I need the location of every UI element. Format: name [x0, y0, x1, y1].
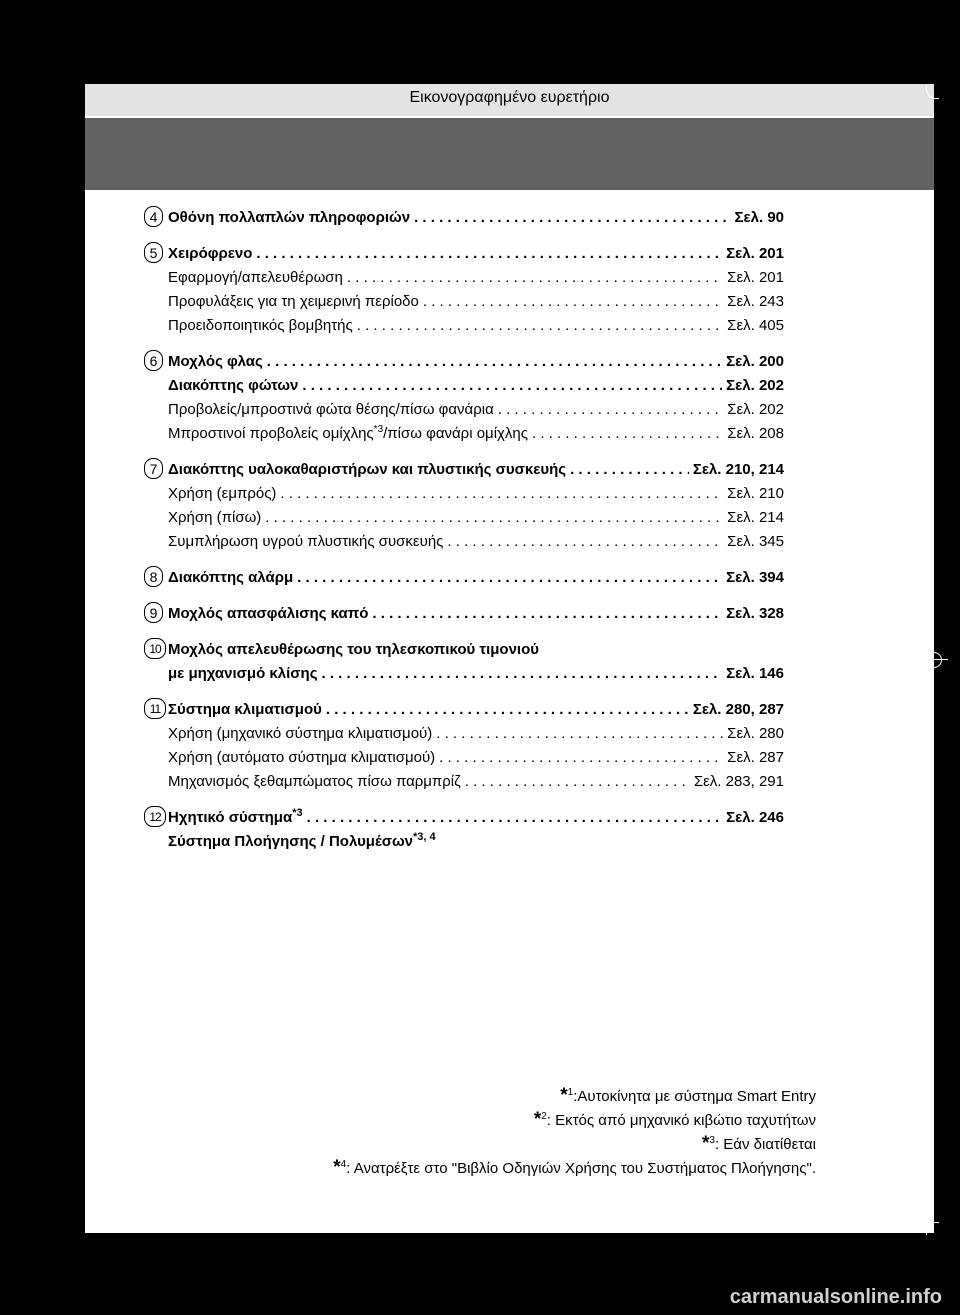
dot-leader — [307, 806, 723, 830]
entry-label — [168, 602, 368, 626]
footnote-number: 1 — [567, 1087, 574, 1098]
entry-label — [168, 350, 263, 374]
entry-text: με μηχανισμό κλίσης — [168, 665, 318, 682]
entry-label — [168, 266, 343, 290]
entry-label — [168, 290, 419, 314]
footnote-ref: *3, 4 — [413, 831, 436, 843]
index-entry-sub[interactable] — [168, 746, 784, 770]
crop-mark-bottom-right — [926, 1222, 939, 1235]
dot-leader — [465, 770, 690, 794]
dot-leader — [322, 662, 723, 686]
index-entry-main[interactable] — [168, 602, 784, 626]
footnote-ref: *3 — [373, 424, 384, 435]
entry-text: Ηχητικό σύστημα — [168, 809, 293, 826]
footnote-number: 2 — [541, 1111, 547, 1122]
entry-label — [168, 398, 494, 422]
footnote-number: 3 — [709, 1135, 715, 1146]
index-entry-main[interactable] — [168, 566, 784, 590]
index-entry-main[interactable] — [168, 206, 784, 230]
entry-label — [168, 722, 432, 746]
footnote-star: * — [560, 1085, 568, 1106]
footnote-star: * — [333, 1157, 341, 1178]
index-entry-main[interactable] — [168, 638, 784, 662]
index-entry-main[interactable] — [168, 374, 784, 398]
header-bar — [85, 84, 934, 116]
index-entry-sub[interactable] — [168, 506, 784, 530]
registration-tick — [920, 659, 948, 660]
footnote — [333, 1132, 816, 1156]
dot-leader — [439, 746, 723, 770]
index-group — [149, 242, 784, 338]
item-number-badge: 9 — [144, 602, 163, 623]
footnote-number: 4 — [340, 1159, 347, 1170]
entry-label — [168, 242, 252, 266]
entry-text: Σύστημα κλιματισμού — [168, 701, 322, 718]
index-entry-main[interactable] — [168, 350, 784, 374]
index-entry-sub[interactable] — [168, 722, 784, 746]
footnote-star: * — [701, 1133, 710, 1154]
entry-label — [168, 698, 322, 722]
page-reference: Σελ. 345 — [727, 533, 784, 550]
index-entry-main[interactable] — [168, 698, 784, 722]
entry-text: Προβολείς/μπροστινά φώτα θέσης/πίσω φανάρια — [168, 401, 494, 418]
entry-text: Χρήση (εμπρός) — [168, 485, 277, 502]
entry-label — [168, 422, 528, 446]
page-reference: Σελ. 405 — [727, 317, 784, 334]
dot-leader — [256, 242, 722, 266]
index-group — [149, 806, 784, 854]
page-reference: Σελ. 328 — [726, 605, 784, 622]
dot-leader — [297, 566, 722, 590]
entry-text: Μπροστινοί προβολείς ομίχλης — [168, 425, 374, 442]
footnote-text: : Εάν διατίθεται — [714, 1136, 816, 1153]
page-title: Εικονογραφημένο ευρετήριο — [409, 89, 610, 106]
entry-text: Προειδοποιητικός βομβητής — [168, 317, 353, 334]
entry-label — [168, 374, 298, 398]
watermark: carmanualsonline.info — [729, 1286, 942, 1308]
dot-leader — [532, 422, 723, 446]
dot-leader — [372, 602, 722, 626]
dot-leader — [326, 698, 689, 722]
item-number-badge: 6 — [144, 350, 163, 371]
page-reference: Σελ. 208 — [727, 425, 784, 442]
item-number-badge: 4 — [144, 206, 163, 227]
page-reference: Σελ. 210, 214 — [692, 461, 784, 478]
index-entry-sub[interactable] — [168, 398, 784, 422]
dot-leader — [347, 266, 723, 290]
entry-label — [168, 206, 410, 230]
page-reference: Σελ. 214 — [727, 509, 784, 526]
dot-leader — [414, 206, 730, 230]
dot-leader — [498, 398, 723, 422]
page-reference: Σελ. 90 — [734, 209, 784, 226]
manual-page — [85, 84, 934, 1233]
entry-label — [168, 806, 303, 830]
entry-text: Εφαρμογή/απελευθέρωση — [168, 269, 343, 286]
entry-text: Σύστημα Πλοήγησης / Πολυμέσων — [168, 833, 414, 850]
index-group — [149, 350, 784, 446]
footnote-text: : Ανατρέξτε στο "Βιβλίο Οδηγιών Χρήσης του Συστήματος Πλοήγησης". — [346, 1160, 816, 1177]
entry-text: Μοχλός φλας — [168, 353, 263, 370]
item-number-badge: 5 — [144, 242, 163, 263]
entry-text: Διακόπτης φώτων — [168, 377, 299, 394]
page-reference: Σελ. 201 — [726, 245, 784, 262]
entry-text: Οθόνη πολλαπλών πληροφοριών — [168, 209, 411, 226]
entry-text: Μοχλός απελευθέρωσης του τηλεσκοπικού τιμονιού — [168, 641, 539, 658]
index-entry-main[interactable] — [168, 806, 784, 830]
index-entry-main[interactable] — [168, 242, 784, 266]
registration-mark-right — [926, 652, 942, 668]
item-number-badge: 8 — [144, 566, 163, 587]
header-band — [85, 118, 934, 190]
page-reference: Σελ. 246 — [726, 809, 784, 826]
index-entry-sub[interactable] — [168, 482, 784, 506]
item-number-badge: 10 — [144, 638, 166, 659]
entry-text: Διακόπτης υαλοκαθαριστήρων και πλυστικής συσκευής — [168, 461, 567, 478]
entry-label — [168, 770, 461, 794]
dot-leader — [357, 314, 723, 338]
entry-label — [168, 458, 566, 482]
entry-label — [168, 482, 276, 506]
entry-text: Συμπλήρωση υγρού πλυστικής συσκευής — [168, 533, 444, 550]
entry-label — [168, 830, 784, 854]
index-group — [149, 566, 784, 590]
entry-label — [168, 746, 435, 770]
page-reference: Σελ. 202 — [726, 377, 784, 394]
entry-label — [168, 506, 261, 530]
dot-leader — [267, 350, 722, 374]
footnote-text: : Εκτός από μηχανικό κιβώτιο ταχυτήτων — [546, 1112, 816, 1129]
entry-text: Χρήση (μηχανικό σύστημα κλιματισμού) — [168, 725, 433, 742]
page-reference: Σελ. 200 — [726, 353, 784, 370]
index-entries — [149, 206, 784, 866]
page-reference: Σελ. 202 — [727, 401, 784, 418]
dot-leader — [302, 374, 722, 398]
entry-text: Χρήση (πίσω) — [168, 509, 262, 526]
index-entry-main[interactable] — [168, 830, 784, 854]
index-entry-main[interactable] — [168, 458, 784, 482]
page-reference: Σελ. 210 — [727, 485, 784, 502]
page-reference: Σελ. 243 — [727, 293, 784, 310]
footnotes — [333, 1084, 816, 1180]
footnote-text: :Αυτοκίνητα με σύστημα Smart Entry — [573, 1088, 816, 1105]
entry-text-cont: /πίσω φανάρι ομίχλης — [383, 425, 528, 442]
dot-leader — [423, 290, 723, 314]
page-reference: Σελ. 394 — [726, 569, 784, 586]
entry-label — [168, 566, 293, 590]
entry-label — [168, 314, 353, 338]
index-group — [149, 206, 784, 230]
entry-text: Προφυλάξεις για τη χειμερινή περίοδο — [168, 293, 419, 310]
footnote — [333, 1084, 816, 1108]
entry-label — [168, 662, 318, 686]
dot-leader — [447, 530, 723, 554]
index-entry-sub[interactable] — [168, 290, 784, 314]
item-number-badge: 12 — [144, 806, 166, 827]
entry-text: Μηχανισμός ξεθαμπώματος πίσω παρμπρίζ — [168, 773, 461, 790]
item-number-badge: 7 — [144, 458, 163, 479]
dot-leader — [436, 722, 723, 746]
page-reference: Σελ. 287 — [727, 749, 784, 766]
page-reference: Σελ. 280, 287 — [692, 701, 784, 718]
page-reference: Σελ. 283, 291 — [693, 773, 784, 790]
page-reference: Σελ. 280 — [727, 725, 784, 742]
entry-label — [168, 530, 443, 554]
entry-label — [168, 638, 784, 662]
index-entry-sub[interactable] — [168, 266, 784, 290]
index-entry-sub[interactable] — [168, 770, 784, 794]
page-reference: Σελ. 146 — [726, 665, 784, 682]
dot-leader — [280, 482, 723, 506]
index-group — [149, 638, 784, 686]
dot-leader — [265, 506, 723, 530]
page-reference: Σελ. 201 — [727, 269, 784, 286]
dot-leader — [570, 458, 689, 482]
index-entry-sub[interactable] — [168, 314, 784, 338]
index-entry-sub[interactable] — [168, 530, 784, 554]
index-group — [149, 698, 784, 794]
entry-text: Μοχλός απασφάλισης καπό — [168, 605, 369, 622]
item-number-badge: 11 — [144, 698, 166, 719]
entry-text: Διακόπτης αλάρμ — [168, 569, 294, 586]
index-group — [149, 602, 784, 626]
footnote — [333, 1108, 816, 1132]
index-entry-main[interactable] — [168, 662, 784, 686]
index-entry-sub[interactable] — [168, 422, 784, 446]
footnote-ref: *3 — [292, 807, 303, 819]
entry-text: Χειρόφρενο — [168, 245, 253, 262]
footnote-star: * — [533, 1109, 542, 1130]
footnote — [333, 1156, 816, 1180]
index-group — [149, 458, 784, 554]
entry-text: Χρήση (αυτόματο σύστημα κλιματισμού) — [168, 749, 436, 766]
